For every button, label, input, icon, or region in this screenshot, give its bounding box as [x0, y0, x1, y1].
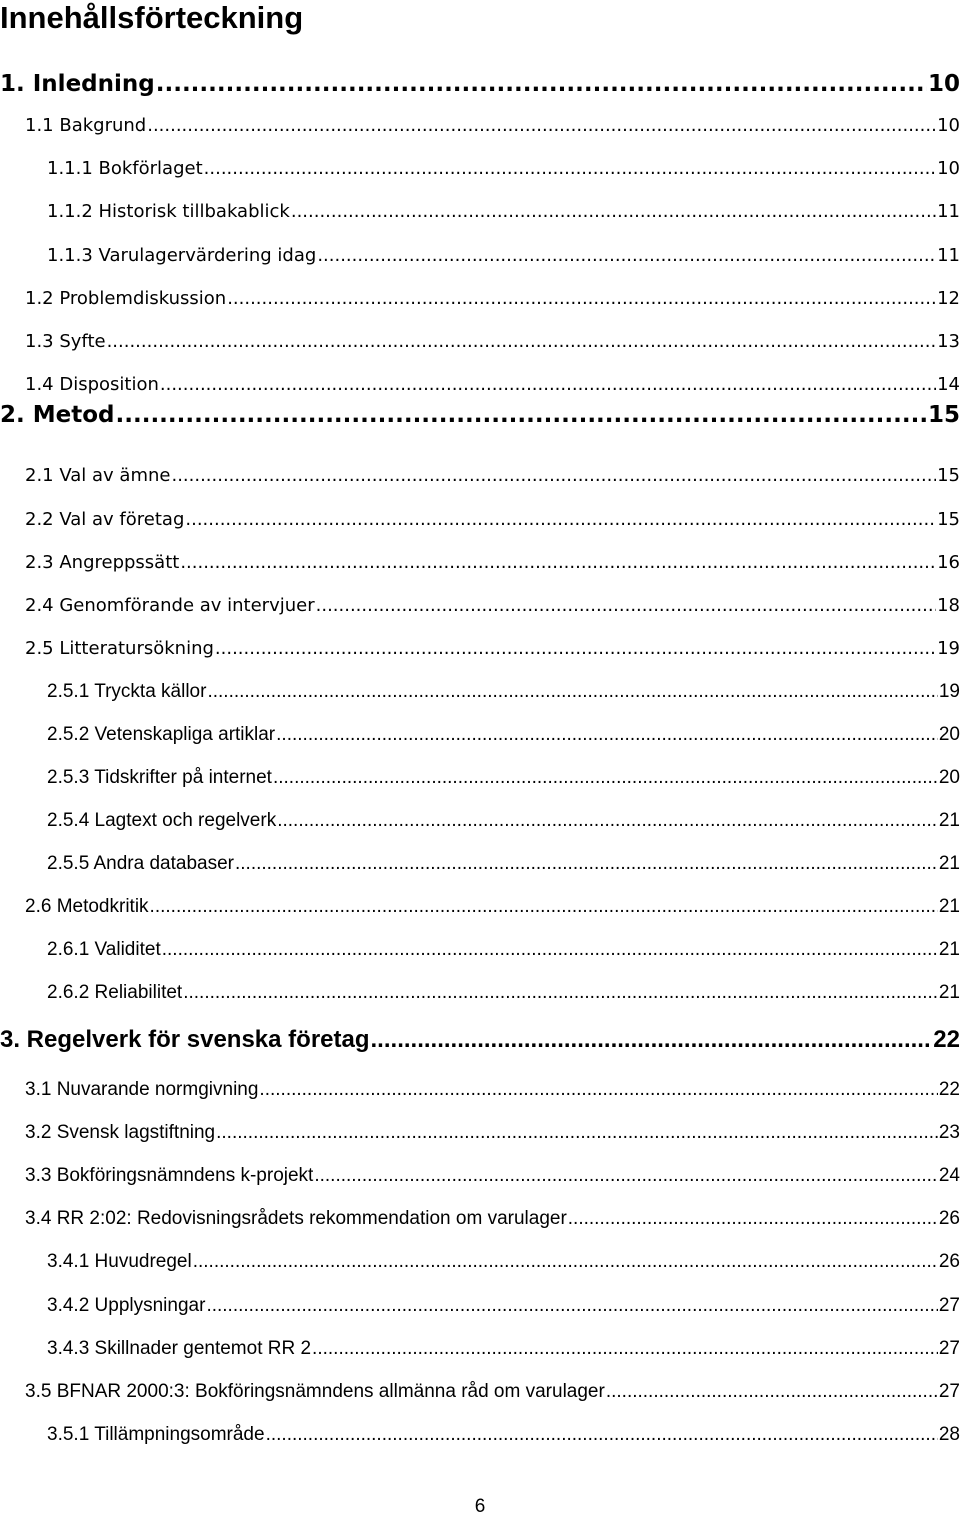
- toc-dot-leader: [227, 286, 936, 312]
- toc-entry-page-number: 11: [937, 245, 960, 266]
- toc-entry-label: 2.5.3 Tidskrifter på internet: [47, 767, 272, 788]
- toc-entry-page-number: 16: [937, 552, 960, 573]
- toc-entry-label: 1.1.2 Historisk tillbakablick: [47, 201, 290, 222]
- toc-entry-label: 3.4.1 Huvudregel: [47, 1251, 192, 1272]
- toc-entry-page-number: 15: [937, 465, 960, 486]
- toc-dot-leader: [207, 679, 937, 705]
- toc-entry-label: 2.5.1 Tryckta källor: [47, 681, 207, 702]
- toc-entry-label: 1.1.1 Bokförlaget: [47, 158, 203, 179]
- toc-entry[interactable]: [47, 980, 960, 1006]
- toc-dot-leader: [116, 397, 927, 433]
- toc-entry[interactable]: [47, 679, 960, 705]
- toc-dot-leader: [371, 1022, 933, 1058]
- toc-dot-leader: [291, 199, 936, 225]
- toc-entry[interactable]: [25, 286, 960, 312]
- toc-entry[interactable]: [25, 1120, 960, 1146]
- toc-entry[interactable]: [47, 851, 960, 877]
- toc-entry-label: 2.4 Genomförande av intervjuer: [25, 595, 315, 616]
- toc-entry[interactable]: [25, 113, 960, 139]
- toc-entry-page-number: 18: [937, 595, 960, 616]
- toc-entry[interactable]: [47, 808, 960, 834]
- toc-entry-page-number: 10: [937, 158, 960, 179]
- toc-entry[interactable]: [25, 636, 960, 662]
- toc-entry[interactable]: [25, 894, 960, 920]
- page-number: 6: [474, 1496, 486, 1517]
- toc-entry[interactable]: [47, 765, 960, 791]
- toc-entry-page-number: 26: [938, 1208, 960, 1229]
- toc-entry[interactable]: [25, 329, 960, 355]
- toc-entry[interactable]: [47, 199, 960, 225]
- toc-dot-leader: [180, 550, 936, 576]
- toc-dot-leader: [259, 1077, 937, 1103]
- toc-entry-page-number: 27: [938, 1338, 960, 1359]
- toc-entry[interactable]: [47, 243, 960, 269]
- toc-entry-page-number: 14: [937, 374, 960, 395]
- toc-dot-leader: [204, 156, 936, 182]
- toc-entry-page-number: 21: [938, 939, 960, 960]
- toc-entry[interactable]: [25, 1077, 960, 1103]
- toc-entry[interactable]: [25, 372, 960, 398]
- toc-entry[interactable]: [0, 1022, 960, 1058]
- toc-entry[interactable]: [47, 156, 960, 182]
- toc-entry-page-number: 19: [937, 638, 960, 659]
- toc-entry-label: 2.5.2 Vetenskapliga artiklar: [47, 724, 276, 745]
- toc-entry[interactable]: [0, 66, 960, 102]
- toc-entry[interactable]: [47, 1293, 960, 1319]
- toc-entry[interactable]: [25, 1206, 960, 1232]
- toc-dot-leader: [273, 765, 938, 791]
- toc-entry-page-number: 21: [938, 982, 960, 1003]
- toc-entry-page-number: 21: [938, 896, 960, 917]
- toc-entry[interactable]: [25, 1163, 960, 1189]
- toc-dot-leader: [150, 894, 938, 920]
- toc-entry-page-number: 20: [938, 724, 960, 745]
- toc-entry-page-number: 27: [938, 1381, 960, 1402]
- toc-entry-label: 2.6.2 Reliabilitet: [47, 982, 183, 1003]
- toc-entry-label: 3.4.2 Upplysningar: [47, 1295, 206, 1316]
- toc-entry-page-number: 22: [938, 1079, 960, 1100]
- toc-entry-page-number: 13: [937, 331, 960, 352]
- toc-dot-leader: [235, 851, 938, 877]
- toc-entry[interactable]: [0, 397, 960, 433]
- toc-dot-leader: [317, 243, 936, 269]
- toc-entry-page-number: 10: [927, 71, 960, 97]
- toc-dot-leader: [312, 1336, 938, 1362]
- toc-entry-page-number: 19: [938, 681, 960, 702]
- toc-dot-leader: [316, 593, 936, 619]
- toc-entry-page-number: 24: [938, 1165, 960, 1186]
- toc-entry-label: 3.1 Nuvarande normgivning: [25, 1079, 259, 1100]
- toc-entry-label: 2. Metod: [0, 402, 115, 428]
- toc-entry-page-number: 28: [938, 1424, 960, 1445]
- toc-entry[interactable]: [47, 1249, 960, 1275]
- toc-entry-label: 1. Inledning: [0, 71, 155, 97]
- toc-entry[interactable]: [25, 550, 960, 576]
- toc-dot-leader: [160, 372, 936, 398]
- toc-dot-leader: [276, 722, 938, 748]
- toc-entry[interactable]: [47, 937, 960, 963]
- toc-dot-leader: [568, 1206, 938, 1232]
- toc-entry-label: 3.5 BFNAR 2000:3: Bokföringsnämndens allmänna råd om varulager: [25, 1381, 605, 1402]
- toc-entry-label: 2.5.5 Andra databaser: [47, 853, 234, 874]
- toc-entry-page-number: 20: [938, 767, 960, 788]
- toc-entry-page-number: 10: [937, 115, 960, 136]
- toc-entry-label: 3.5.1 Tillämpningsområde: [47, 1424, 265, 1445]
- toc-entry-label: 3.2 Svensk lagstiftning: [25, 1122, 216, 1143]
- page-title: Innehållsförteckning: [0, 0, 304, 35]
- toc-entry-label: 2.2 Val av företag: [25, 509, 185, 530]
- toc-entry-page-number: 21: [938, 853, 960, 874]
- toc-dot-leader: [266, 1422, 938, 1448]
- toc-dot-leader: [107, 329, 937, 355]
- toc-entry[interactable]: [47, 1336, 960, 1362]
- toc-entry-label: 2.5.4 Lagtext och regelverk: [47, 810, 277, 831]
- toc-dot-leader: [171, 463, 936, 489]
- toc-entry-page-number: 11: [937, 201, 960, 222]
- toc-entry-page-number: 15: [927, 402, 960, 428]
- toc-dot-leader: [183, 980, 938, 1006]
- toc-entry-label: 2.3 Angreppssätt: [25, 552, 180, 573]
- toc-dot-leader: [277, 808, 938, 834]
- toc-entry-label: 3.4 RR 2:02: Redovisningsrådets rekommendation om varulager: [25, 1208, 567, 1229]
- toc-entry[interactable]: [25, 507, 960, 533]
- toc-entry[interactable]: [25, 1379, 960, 1405]
- toc-dot-leader: [314, 1163, 938, 1189]
- toc-dot-leader: [215, 636, 936, 662]
- toc-entry[interactable]: [47, 1422, 960, 1448]
- toc-entry-label: 2.5 Litteratursökning: [25, 638, 214, 659]
- toc-entry-label: 3.3 Bokföringsnämndens k-projekt: [25, 1165, 314, 1186]
- toc-dot-leader: [156, 66, 927, 102]
- toc-entry-page-number: 21: [938, 810, 960, 831]
- toc-dot-leader: [162, 937, 938, 963]
- toc-dot-leader: [185, 507, 936, 533]
- toc-entry-label: 1.2 Problemdiskussion: [25, 288, 227, 309]
- toc-dot-leader: [606, 1379, 938, 1405]
- toc-entry-page-number: 26: [938, 1251, 960, 1272]
- toc-entry-page-number: 12: [937, 288, 960, 309]
- toc-entry[interactable]: [25, 593, 960, 619]
- toc-entry-label: 2.1 Val av ämne: [25, 465, 171, 486]
- toc-dot-leader: [216, 1120, 938, 1146]
- toc-entry-label: 1.1 Bakgrund: [25, 115, 147, 136]
- toc-dot-leader: [147, 113, 936, 139]
- toc-entry[interactable]: [25, 463, 960, 489]
- toc-entry-label: 1.1.3 Varulagervärdering idag: [47, 245, 317, 266]
- toc-entry-label: 2.6 Metodkritik: [25, 896, 149, 917]
- toc-entry-label: 3. Regelverk för svenska företag: [0, 1026, 370, 1053]
- toc-entry-label: 2.6.1 Validitet: [47, 939, 161, 960]
- toc-entry-label: 1.3 Syfte: [25, 331, 106, 352]
- toc-entry-label: 3.4.3 Skillnader gentemot RR 2: [47, 1338, 312, 1359]
- toc-entry-label: 1.4 Disposition: [25, 374, 159, 395]
- toc-dot-leader: [193, 1249, 938, 1275]
- toc-entry-page-number: 22: [933, 1026, 960, 1053]
- toc-entry-page-number: 27: [938, 1295, 960, 1316]
- toc-entry-page-number: 23: [938, 1122, 960, 1143]
- toc-entry[interactable]: [47, 722, 960, 748]
- toc-entry-page-number: 15: [937, 509, 960, 530]
- toc-dot-leader: [206, 1293, 937, 1319]
